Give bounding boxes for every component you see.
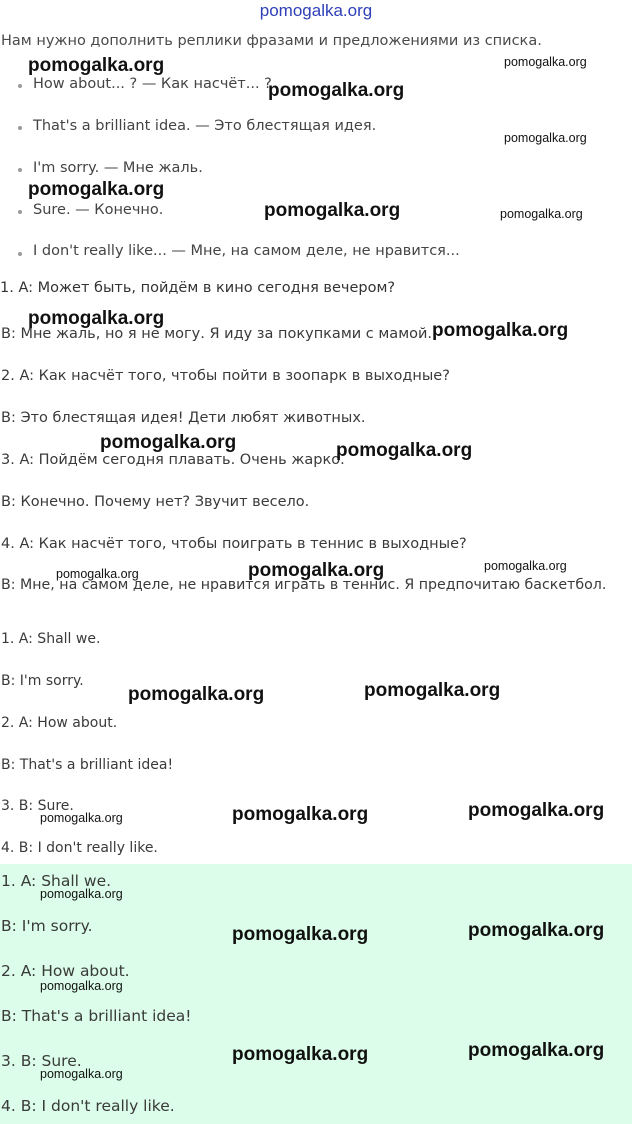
watermark: pomogalka.org — [268, 80, 405, 101]
watermark: pomogalka.org — [248, 560, 385, 581]
watermark: pomogalka.org — [56, 567, 139, 581]
bullet-icon — [18, 252, 22, 256]
answer-line: 4. B: I don't really like. — [1, 840, 158, 856]
watermark: pomogalka.org — [40, 887, 123, 901]
bullet-icon — [18, 210, 22, 214]
answer-line: B: That's a brilliant idea! — [1, 757, 174, 773]
watermark: pomogalka.org — [364, 680, 501, 701]
answer-line: 1. A: Shall we. — [1, 631, 101, 647]
watermark: pomogalka.org — [468, 920, 605, 941]
watermark: pomogalka.org — [232, 804, 369, 825]
watermark: pomogalka.org — [28, 179, 165, 200]
phrase-item: I don't really like... — Мне, на самом деле, не нравится... — [33, 243, 460, 259]
watermark: pomogalka.org — [468, 800, 605, 821]
dialogue-line: 4. A: Как насчёт того, чтобы поиграть в теннис в выходные? — [1, 536, 467, 552]
answer-line: B: That's a brilliant idea! — [1, 1007, 192, 1025]
watermark: pomogalka.org — [40, 811, 123, 825]
watermark: pomogalka.org — [40, 1067, 123, 1081]
dialogue-line: 2. A: Как насчёт того, чтобы пойти в зоопарк в выходные? — [1, 368, 450, 384]
phrase-item: How about... ? — Как насчёт... ? — [33, 76, 272, 92]
dialogue-line: 3. A: Пойдём сегодня плавать. Очень жарко. — [1, 452, 345, 468]
answer-line: 1. A: Shall we. — [1, 872, 112, 890]
bullet-icon — [18, 126, 22, 130]
phrase-item: Sure. — Конечно. — [33, 202, 164, 218]
phrase-item: That's a brilliant idea. — Это блестящая идея. — [33, 118, 377, 134]
dialogue-line: B: Конечно. Почему нет? Звучит весело. — [1, 494, 310, 510]
cropped-dialogue-line: 1. A: Может быть, пойдём в кино сегодня вечером? — [0, 280, 396, 296]
watermark: pomogalka.org — [40, 979, 123, 993]
watermark: pomogalka.org — [432, 320, 569, 341]
task-intro: Нам нужно дополнить реплики фразами и предложениями из списка. — [1, 33, 542, 49]
answer-line: B: I'm sorry. — [1, 917, 93, 935]
site-header-link[interactable]: pomogalka.org — [259, 1, 373, 20]
answer-highlight-panel — [0, 864, 632, 1124]
watermark: pomogalka.org — [504, 55, 587, 69]
watermark: pomogalka.org — [28, 308, 165, 329]
dialogue-line: B: Это блестящая идея! Дети любят животных. — [1, 410, 366, 426]
phrase-item: I'm sorry. — Мне жаль. — [33, 160, 203, 176]
watermark: pomogalka.org — [500, 207, 583, 221]
answer-line: 3. B: Sure. — [1, 1052, 82, 1070]
watermark: pomogalka.org — [336, 440, 473, 461]
answer-line: 3. B: Sure. — [1, 798, 74, 814]
bullet-icon — [18, 84, 22, 88]
bullet-icon — [18, 168, 22, 172]
answer-line: 2. A: How about. — [1, 962, 130, 980]
watermark: pomogalka.org — [468, 1040, 605, 1061]
answer-line: B: I'm sorry. — [1, 673, 84, 689]
dialogue-line: B: Мне, на самом деле, не нравится играть в теннис. Я предпочитаю баскетбол. — [1, 577, 607, 593]
watermark: pomogalka.org — [128, 684, 265, 705]
dialogue-line: B: Мне жаль, но я не могу. Я иду за покупками с мамой. — [1, 326, 433, 342]
watermark: pomogalka.org — [232, 924, 369, 945]
answer-line: 4. B: I don't really like. — [1, 1097, 175, 1115]
answer-line: 2. A: How about. — [1, 715, 118, 731]
watermark: pomogalka.org — [232, 1044, 369, 1065]
watermark: pomogalka.org — [504, 131, 587, 145]
watermark: pomogalka.org — [264, 200, 401, 221]
watermark: pomogalka.org — [28, 55, 165, 76]
watermark: pomogalka.org — [100, 432, 237, 453]
watermark: pomogalka.org — [484, 559, 567, 573]
